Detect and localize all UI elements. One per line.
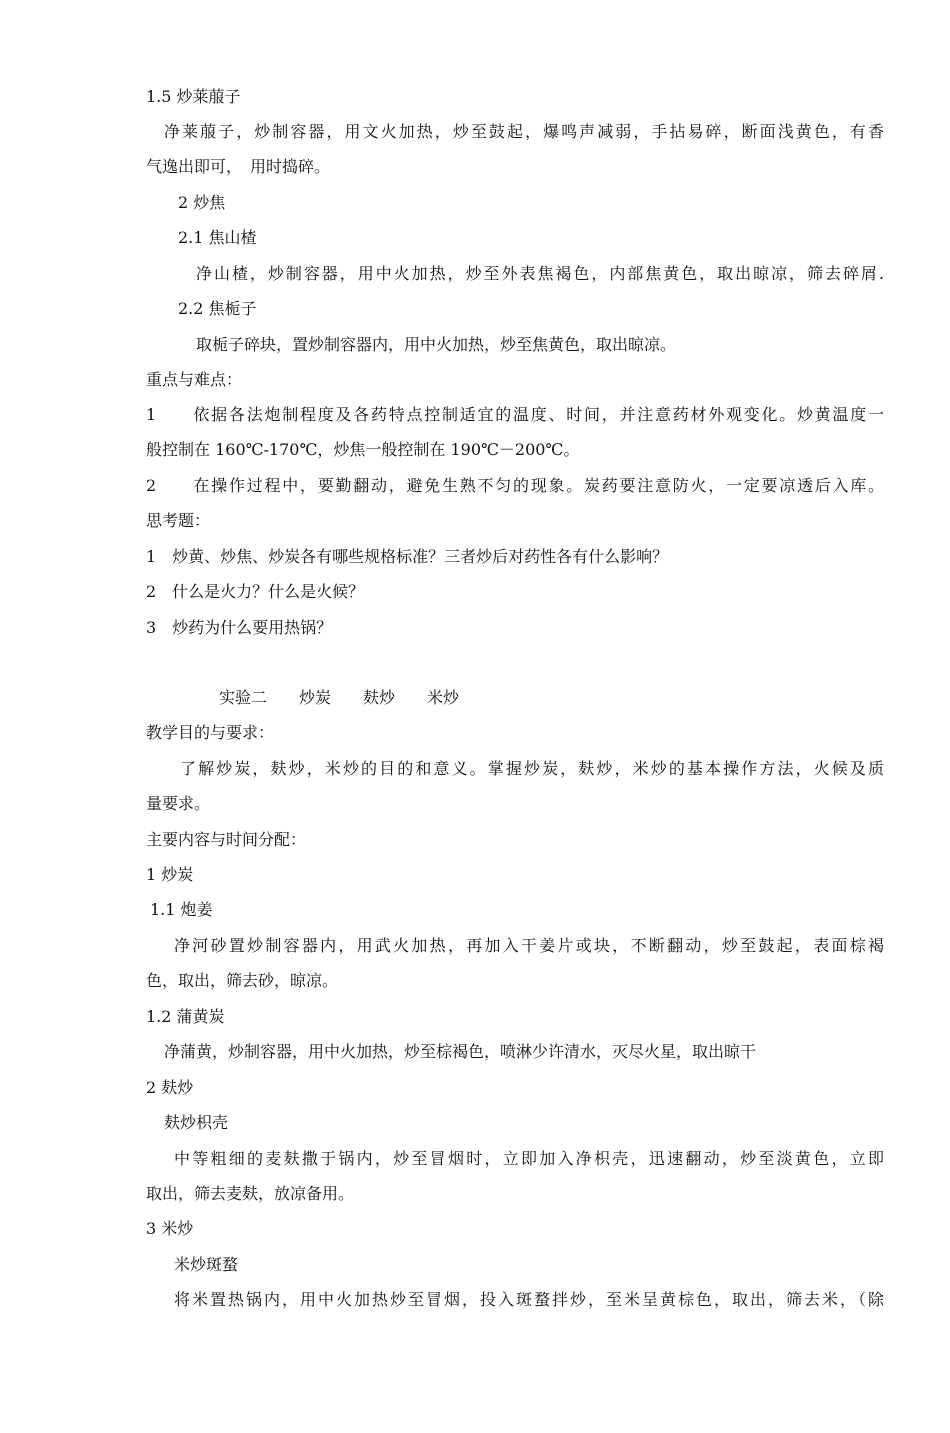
section-title-key-points: 重点与难点： [146,370,243,389]
question-item: 3 炒药为什么要用热锅？ [146,618,333,637]
heading-1-1: 1.1 炮姜 [150,900,213,919]
question-item: 2 什么是火力？什么是火候？ [146,582,365,601]
section-title-questions: 思考题： [146,511,211,530]
paragraph-line: 取栀子碎块，置炒制容器内，用中火加热，炒至焦黄色，取出晾凉。 [196,335,677,354]
paragraph-line: 1 依据各法炮制程度及各药特点控制适宜的温度、时间，并注意药材外观变化。炒黄温度一 [146,405,884,424]
paragraph-line: 色，取出，筛去砂，晾凉。 [146,971,339,990]
paragraph-line: 净山楂，炒制容器，用中火加热，炒至外表焦褐色，内部焦黄色，取出晾凉，筛去碎屑. [196,264,884,283]
heading-2: 2 炒焦 [178,193,226,212]
paragraph-line: 将米置热锅内，用中火加热炒至冒烟，投入斑蝥拌炒，至米呈黄棕色，取出，筛去米，（除 [174,1290,884,1309]
paragraph-line: 气逸出即可， 用时捣碎。 [146,157,331,176]
experiment-title: 实验二 炒炭 麸炒 米炒 [219,688,460,707]
paragraph-line: 中等粗细的麦麸撒于锅内，炒至冒烟时，立即加入净枳壳，迅速翻动，炒至淡黄色，立即 [174,1149,884,1168]
subheading: 麸炒枳壳 [164,1113,229,1132]
heading-2-2: 2.2 焦栀子 [178,299,257,318]
paragraph-line: 净河砂置炒制容器内，用武火加热，再加入干姜片或块，不断翻动，炒至鼓起，表面棕褐 [174,936,884,955]
paragraph-line: 净蒲黄，炒制容器，用中火加热，炒至棕褐色，喷淋少许清水，灭尽火星，取出晾干 [164,1042,757,1061]
subheading: 米炒斑蝥 [174,1255,239,1274]
heading-3: 3 米炒 [146,1219,194,1238]
paragraph-line: 了解炒炭，麸炒，米炒的目的和意义。掌握炒炭，麸炒，米炒的基本操作方法，火候及质 [180,759,884,778]
heading-2-1: 2.1 焦山楂 [178,228,257,247]
heading-1: 1 炒炭 [146,865,194,884]
heading-1-2: 1.2 蒲黄炭 [146,1007,225,1026]
paragraph-line: 般控制在 160℃-170℃，炒焦一般控制在 190℃－200℃。 [146,440,580,459]
paragraph-line: 取出，筛去麦麸，放凉备用。 [146,1184,355,1203]
paragraph-line: 量要求。 [146,794,211,813]
paragraph-line: 2 在操作过程中，要勤翻动，避免生熟不匀的现象。炭药要注意防火，一定要凉透后入库。 [146,476,884,495]
heading-1-5: 1.5 炒莱菔子 [146,87,241,106]
paragraph-line: 净莱菔子，炒制容器，用文火加热，炒至鼓起，爆鸣声减弱，手拈易碎，断面浅黄色，有香 [164,122,884,141]
heading-2: 2 麸炒 [146,1078,194,1097]
section-title-objectives: 教学目的与要求： [146,723,275,742]
question-item: 1 炒黄、炒焦、炒炭各有哪些规格标准？三者炒后对药性各有什么影响？ [146,547,669,566]
section-title-contents: 主要内容与时间分配： [146,830,307,849]
